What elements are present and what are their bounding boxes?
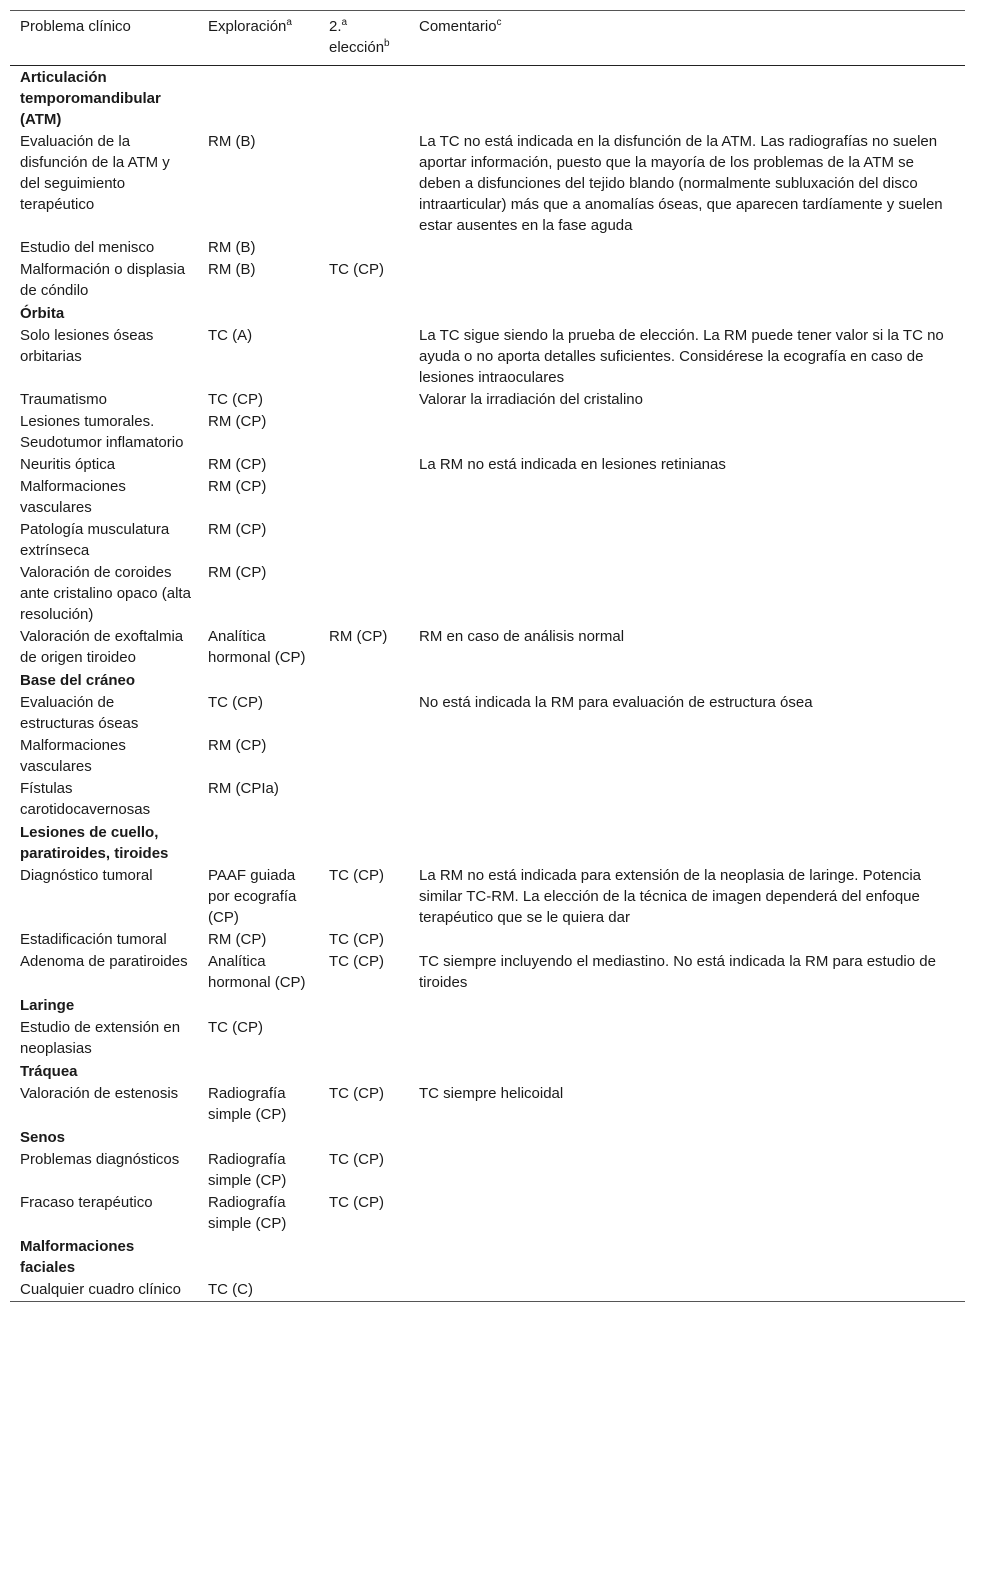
empty-cell: [319, 66, 409, 132]
empty-cell: [198, 994, 319, 1017]
cell-comment: RM en caso de análisis normal: [419, 628, 625, 645]
table-row: [10, 951, 965, 994]
cell-second-choice: [319, 389, 409, 411]
cell-comment: La RM no está indicada en lesiones retinianas: [419, 456, 726, 473]
cell-comment: [409, 1279, 965, 1302]
table-row: [10, 131, 965, 237]
empty-cell: [319, 1235, 409, 1279]
cell-comment: La TC no está indicada en la disfunción de la ATM. Las radiografías no suelen aportar información, puesto que la mayoría de los problemas de la ATM se deben a disfunciones del tejido blando (normalmente subluxación del disco intraarticular) más que a anomalías óseas, que aparecen tardíamente y suelen estar ausentes en la fase aguda: [419, 133, 943, 234]
cell-exploration: RM (CP): [208, 456, 267, 473]
cell-clinical-problem: Valoración de coroides ante cristalino opaco (alta resolución): [20, 564, 191, 623]
table-row: [10, 237, 965, 259]
cell-comment: La TC sigue siendo la prueba de elección. La RM puede tener valor si la TC no ayuda o no aporta detalles suficientes. Considérese la ecografía en caso de lesiones intraoculares: [419, 327, 944, 386]
cell-comment: [409, 562, 965, 626]
imaging-indications-table: [10, 10, 965, 1302]
empty-cell: [198, 1126, 319, 1149]
cell-comment: [409, 476, 965, 519]
cell-exploration: TC (C): [208, 1281, 253, 1298]
cell-second-choice: [319, 1279, 409, 1302]
cell-clinical-problem: Traumatismo: [20, 391, 107, 408]
cell-second-choice: TC (CP): [329, 261, 384, 278]
cell-second-choice: [319, 454, 409, 476]
cell-comment: [409, 237, 965, 259]
cell-exploration: Radiografía simple (CP): [208, 1151, 287, 1189]
table-row: [10, 735, 965, 778]
cell-comment: TC siempre helicoidal: [419, 1085, 564, 1102]
cell-comment: [409, 1192, 965, 1235]
empty-cell: [319, 994, 409, 1017]
section-heading: Senos: [20, 1129, 66, 1146]
header-row: [10, 11, 965, 66]
cell-clinical-problem: Fístulas carotidocavernosas: [20, 780, 151, 818]
empty-cell: [198, 1235, 319, 1279]
cell-second-choice: [319, 562, 409, 626]
cell-clinical-problem: Estadificación tumoral: [20, 931, 167, 948]
section-row: [10, 302, 965, 325]
cell-clinical-problem: Fracaso terapéutico: [20, 1194, 153, 1211]
cell-second-choice: TC (CP): [329, 1151, 384, 1168]
empty-cell: [319, 302, 409, 325]
header-comment: Comentario$^c$: [419, 17, 502, 35]
cell-exploration: RM (CP): [208, 521, 267, 538]
section-heading: Laringe: [20, 997, 75, 1014]
cell-second-choice: [319, 476, 409, 519]
cell-clinical-problem: Malformación o displasia de cóndilo: [20, 261, 186, 299]
table-row: [10, 626, 965, 669]
cell-exploration: RM (CP): [208, 737, 267, 754]
cell-comment: [409, 259, 965, 302]
cell-exploration: Radiografía simple (CP): [208, 1194, 287, 1232]
table-row: [10, 929, 965, 951]
table-row: [10, 389, 965, 411]
header-second-choice: 2.$^a$ elección$^b$: [329, 17, 390, 56]
header-clinical-problem: Problema clínico: [20, 18, 131, 35]
table-row: [10, 692, 965, 735]
cell-clinical-problem: Evaluación de estructuras óseas: [20, 694, 139, 732]
cell-second-choice: [319, 237, 409, 259]
table-row: [10, 865, 965, 929]
section-heading: Malformaciones faciales: [20, 1238, 135, 1276]
table-body: [10, 66, 965, 1302]
empty-cell: [319, 669, 409, 692]
cell-comment: TC siempre incluyendo el mediastino. No está indicada la RM para estudio de tiroides: [419, 953, 936, 991]
section-row: [10, 1126, 965, 1149]
cell-comment: [409, 735, 965, 778]
cell-second-choice: [319, 692, 409, 735]
table-row: [10, 476, 965, 519]
section-heading: Articulación temporomandibular (ATM): [20, 69, 161, 128]
table-row: [10, 519, 965, 562]
cell-comment: [409, 1149, 965, 1192]
empty-cell: [198, 669, 319, 692]
empty-cell: [409, 1235, 965, 1279]
cell-clinical-problem: Patología musculatura extrínseca: [20, 521, 170, 559]
cell-second-choice: [319, 1017, 409, 1060]
table-row: [10, 778, 965, 821]
cell-comment: No está indicada la RM para evaluación de estructura ósea: [419, 694, 813, 711]
cell-second-choice: [319, 131, 409, 237]
cell-second-choice: TC (CP): [329, 931, 384, 948]
cell-exploration: Analítica hormonal (CP): [208, 628, 306, 666]
cell-clinical-problem: Malformaciones vasculares: [20, 478, 126, 516]
empty-cell: [409, 821, 965, 865]
section-heading: Base del cráneo: [20, 672, 136, 689]
table-header: [10, 11, 965, 66]
cell-exploration: TC (CP): [208, 1019, 263, 1036]
empty-cell: [409, 66, 965, 132]
empty-cell: [409, 1060, 965, 1083]
empty-cell: [198, 66, 319, 132]
cell-comment: La RM no está indicada para extensión de la neoplasia de laringe. Potencia similar TC-RM. La elección de la técnica de imagen dependerá del enfoque terapéutico que se le quiera dar: [419, 867, 922, 926]
cell-exploration: RM (CP): [208, 478, 267, 495]
empty-cell: [409, 994, 965, 1017]
cell-exploration: RM (CP): [208, 931, 267, 948]
cell-comment: [409, 519, 965, 562]
cell-comment: Valorar la irradiación del cristalino: [419, 391, 643, 408]
imaging-table-container: [10, 10, 965, 1302]
empty-cell: [198, 1060, 319, 1083]
empty-cell: [319, 1126, 409, 1149]
section-heading: Lesiones de cuello, paratiroides, tiroides: [20, 824, 169, 862]
cell-exploration: RM (CPIa): [208, 780, 279, 797]
empty-cell: [319, 821, 409, 865]
cell-second-choice: [319, 519, 409, 562]
cell-exploration: RM (CP): [208, 413, 267, 430]
cell-comment: [409, 778, 965, 821]
section-row: [10, 66, 965, 132]
empty-cell: [319, 1060, 409, 1083]
empty-cell: [198, 821, 319, 865]
table-row: [10, 1279, 965, 1302]
cell-exploration: TC (CP): [208, 391, 263, 408]
section-row: [10, 994, 965, 1017]
cell-comment: [409, 1017, 965, 1060]
cell-second-choice: [319, 325, 409, 389]
table-row: [10, 1192, 965, 1235]
cell-second-choice: TC (CP): [329, 1194, 384, 1211]
empty-cell: [409, 669, 965, 692]
empty-cell: [409, 302, 965, 325]
section-row: [10, 669, 965, 692]
cell-clinical-problem: Lesiones tumorales. Seudotumor inflamatorio: [20, 413, 184, 451]
cell-second-choice: [319, 778, 409, 821]
cell-clinical-problem: Adenoma de paratiroides: [20, 953, 188, 970]
table-row: [10, 1083, 965, 1126]
section-row: [10, 821, 965, 865]
section-row: [10, 1235, 965, 1279]
cell-exploration: RM (B): [208, 239, 256, 256]
cell-clinical-problem: Estudio del menisco: [20, 239, 155, 256]
empty-cell: [409, 1126, 965, 1149]
cell-exploration: RM (B): [208, 133, 256, 150]
table-row: [10, 259, 965, 302]
cell-exploration: RM (B): [208, 261, 256, 278]
cell-exploration: TC (A): [208, 327, 253, 344]
cell-clinical-problem: Estudio de extensión en neoplasias: [20, 1019, 181, 1057]
footnote-b: b: [384, 38, 390, 49]
cell-clinical-problem: Valoración de estenosis: [20, 1085, 179, 1102]
cell-clinical-problem: Neuritis óptica: [20, 456, 116, 473]
table-row: [10, 411, 965, 454]
cell-exploration: Radiografía simple (CP): [208, 1085, 287, 1123]
table-row: [10, 562, 965, 626]
cell-clinical-problem: Problemas diagnósticos: [20, 1151, 180, 1168]
table-row: [10, 325, 965, 389]
cell-clinical-problem: Cualquier cuadro clínico: [20, 1281, 181, 1298]
cell-second-choice: [319, 411, 409, 454]
cell-exploration: RM (CP): [208, 564, 267, 581]
section-heading: Tráquea: [20, 1063, 78, 1080]
cell-clinical-problem: Solo lesiones óseas orbitarias: [20, 327, 154, 365]
footnote-c: c: [496, 17, 502, 28]
cell-second-choice: TC (CP): [329, 1085, 384, 1102]
cell-second-choice: TC (CP): [329, 867, 384, 884]
cell-second-choice: [319, 735, 409, 778]
section-heading: Órbita: [20, 305, 65, 322]
empty-cell: [198, 302, 319, 325]
table-row: [10, 454, 965, 476]
table-row: [10, 1149, 965, 1192]
cell-exploration: PAAF guiada por ecografía (CP): [208, 867, 297, 926]
cell-exploration: TC (CP): [208, 694, 263, 711]
cell-clinical-problem: Evaluación de la disfunción de la ATM y del seguimiento terapéutico: [20, 133, 170, 213]
table-row: [10, 1017, 965, 1060]
cell-clinical-problem: Valoración de exoftalmia de origen tiroideo: [20, 628, 184, 666]
cell-clinical-problem: Malformaciones vasculares: [20, 737, 126, 775]
footnote-a: a: [286, 17, 292, 28]
section-row: [10, 1060, 965, 1083]
cell-comment: [409, 411, 965, 454]
cell-second-choice: TC (CP): [329, 953, 384, 970]
footnote-ordinal: a: [341, 17, 348, 28]
cell-comment: [409, 929, 965, 951]
cell-exploration: Analítica hormonal (CP): [208, 953, 306, 991]
cell-clinical-problem: Diagnóstico tumoral: [20, 867, 153, 884]
header-exploration: Exploración$^a$: [208, 17, 292, 35]
cell-second-choice: RM (CP): [329, 628, 388, 645]
